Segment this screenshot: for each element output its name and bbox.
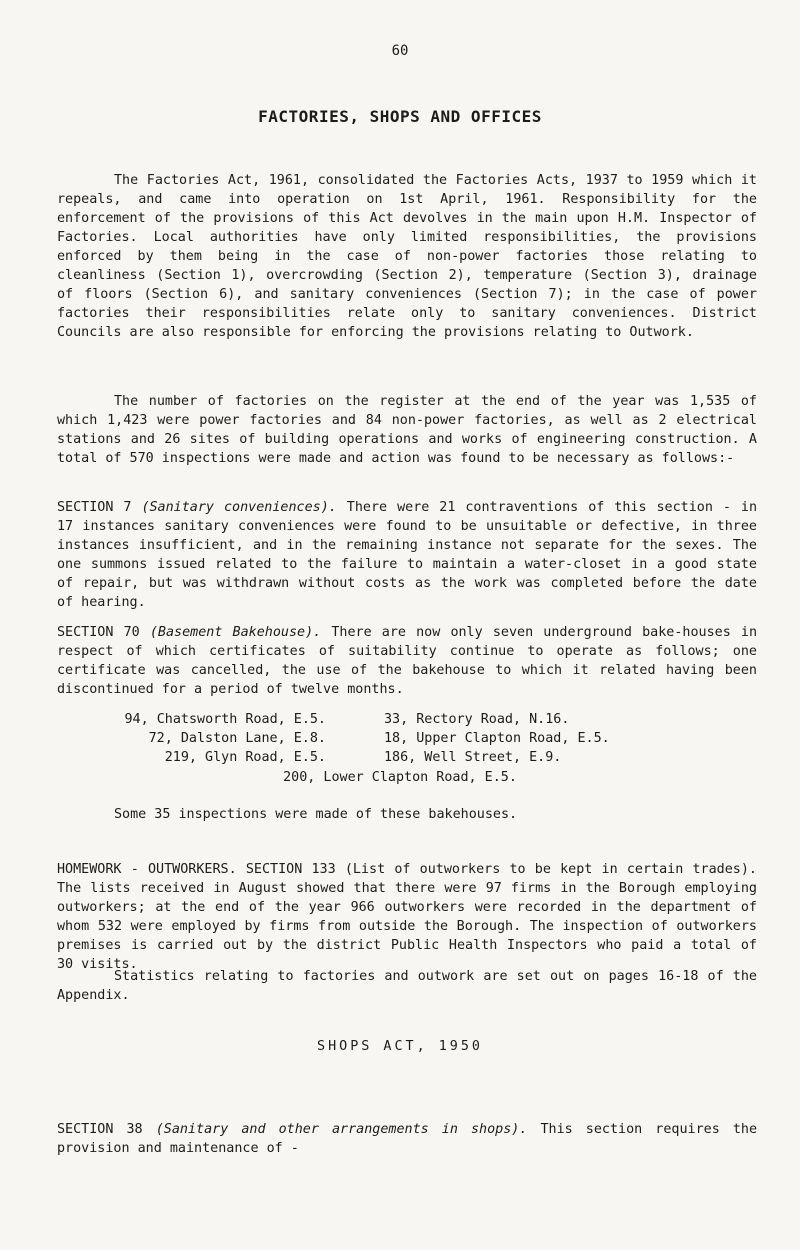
address-left: 72, Dalston Lane, E.8. [148, 731, 326, 746]
paragraph-section-38 [57, 1120, 757, 1158]
section-38-subject: (Sanitary and other arrangements in shops). [155, 1122, 528, 1137]
homework-heading: HOMEWORK - OUTWORKERS. [57, 862, 237, 877]
section-7-text: There were 21 contraventions of this section - in 17 instances sanitary conveniences were found to be unsuitable or defective, in three instances insufficient, and in the remaining instance not separate for the sexes. The one summons issued related to the failure to maintain a water-closet in a good state of repair, but was withdrawn without costs as the work was completed before the date of hearing. [57, 500, 758, 610]
homework-text: SECTION 133 (List of outworkers to be kept in certain trades). The lists received in August showed that there were 97 firms in the Borough employing outworkers; at the end of the year 966 outworkers were recorded in the department of whom 532 were employed by firms from outside the Borough. The inspection of outworkers premises is carried out by the district Public Health Inspectors who paid a total of 30 visits. [57, 862, 757, 972]
shops-act-title: SHOPS ACT, 1950 [317, 1039, 483, 1054]
address-left: 219, Glyn Road, E.5. [164, 750, 326, 765]
page-title: FACTORIES, SHOPS AND OFFICES [258, 107, 542, 126]
section-70-heading: SECTION 70 [57, 625, 140, 640]
page-number: 60 [391, 43, 409, 59]
paragraph-section-7 [57, 498, 757, 612]
paragraph-factories-act: The Factories Act, 1961, consolidated the Factories Acts, 1937 to 1959 which it repeals, and came into operation on 1st April, 1961. Responsibility for the enforcement of the provisions of this Act devolves in the main upon H.M. Inspector of Factories. Local authorities have only limited responsibilities, the provisions enforced by them being in the case of non-power factories those relating to cleanliness (Section 1), overcrowding (Section 2), temperature (Section 3), drainage of floors (Section 6), and sanitary conveniences (Section 7); in the case of power factories their responsibilities relate only to sanitary conveniences. District Councils are also responsible for enforcing the provisions relating to Outwork. [57, 173, 757, 340]
address-row [0, 748, 800, 767]
address-row [0, 710, 800, 729]
address-right: 33, Rectory Road, N.16. [384, 712, 570, 727]
bakehouse-address-list [0, 710, 800, 767]
section-38-heading: SECTION 38 [57, 1122, 143, 1137]
paragraph-section-70 [57, 623, 757, 699]
section-38-text: This section requires the provision and maintenance of - [57, 1122, 758, 1156]
paragraph-factory-register: The number of factories on the register at the end of the year was 1,535 of which 1,423 were power factories and 84 non-power factories, as well as 2 electrical stations and 26 sites of building operations and works of engineering construction. A total of 570 inspections were made and action was found to be necessary as follows:- [57, 394, 757, 466]
section-7-heading: SECTION 7 [57, 500, 132, 515]
paragraph-bakehouse-inspections: Some 35 inspections were made of these bakehouses. [114, 807, 518, 822]
paragraph-statistics: Statistics relating to factories and outwork are set out on pages 16-18 of the Appendix. [57, 969, 757, 1003]
address-last: 200, Lower Clapton Road, E.5. [283, 770, 517, 785]
section-7-subject: (Sanitary conveniences). [141, 500, 337, 515]
address-row [0, 729, 800, 748]
section-70-text: There are now only seven underground bake-houses in respect of which certificates of suitability continue to operate as follows; one certificate was cancelled, the use of the bakehouse to which it related having been discontinued for a period of twelve months. [57, 625, 758, 697]
section-70-subject: (Basement Bakehouse). [149, 625, 322, 640]
paragraph-homework-outworkers [57, 860, 757, 974]
address-right: 186, Well Street, E.9. [384, 750, 562, 765]
address-left: 94, Chatsworth Road, E.5. [124, 712, 326, 727]
address-right: 18, Upper Clapton Road, E.5. [384, 731, 610, 746]
